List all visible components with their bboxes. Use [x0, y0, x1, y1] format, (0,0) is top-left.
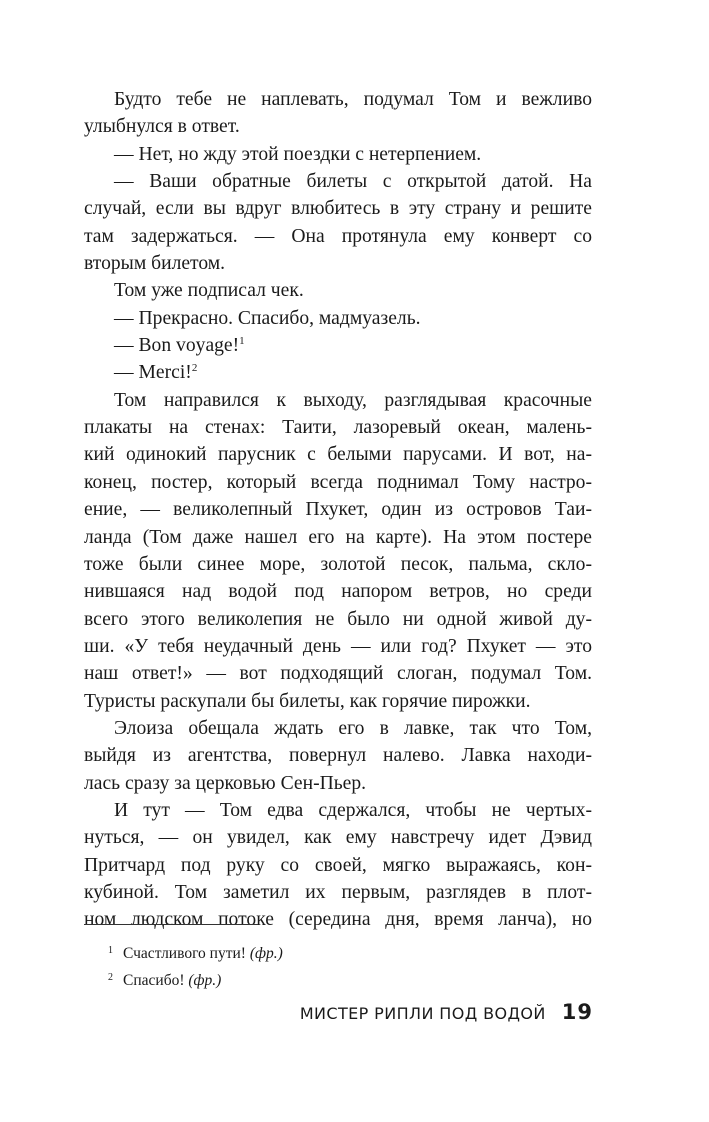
footnote-text: Спасибо! — [123, 972, 185, 989]
footnote-divider — [84, 924, 258, 925]
text-line: Будто тебе не наплевать, подумал Том и вежливо — [114, 89, 592, 110]
text-line: конец, постер, который всегда поднимал Тому настро- — [84, 471, 592, 493]
paragraph — [84, 332, 592, 359]
paragraph — [84, 168, 592, 277]
paragraph — [84, 715, 592, 797]
text-line: там задержаться. — Она протянула ему конверт со — [84, 225, 592, 247]
text-line: кий одинокий парусник с белыми парусами. И вот, на- — [84, 444, 592, 466]
text-line: случай, если вы вдруг влюбитесь в эту страну и решите — [84, 198, 592, 220]
running-title: МИСТЕР РИПЛИ ПОД ВОДОЙ — [299, 1004, 546, 1023]
text-line: И тут — Том едва сдержался, чтобы не чертых- — [114, 799, 592, 821]
text-line: Том направился к выходу, разглядывая красочные — [114, 389, 592, 411]
text-line: тоже были синее море, золотой песок, пальма, скло- — [84, 553, 592, 575]
footnotes — [84, 924, 592, 993]
text-line: всего этого великолепия не было ни одной живой ду- — [84, 608, 592, 630]
text-line: — Прекрасно. Спасибо, мадмуазель. — [114, 307, 421, 329]
footnote-list — [84, 939, 592, 993]
page-number: 19 — [561, 1000, 593, 1024]
footnote-language-note: (фр.) — [188, 972, 222, 989]
text-line: нившаяся над водой под напором ветров, но среди — [84, 581, 592, 603]
footnote-ref: 2 — [191, 362, 198, 375]
text-line: — Нет, но жду этой поездки с нетерпением. — [114, 143, 482, 165]
text-line: ши. «У тебя неудачный день — или год? Пхукет — это — [84, 635, 592, 657]
text-line: улыбнулся в ответ. — [84, 116, 240, 138]
text-line: кубиной. Том заметил их первым, разглядев в плот- — [84, 881, 592, 903]
text-line: нуться, — он увидел, как ему навстречу идет Дэвид — [84, 827, 592, 849]
footnote — [84, 939, 592, 966]
paragraph — [84, 359, 592, 386]
text-line: выйдя из агентства, повернул налево. Лавка находи- — [84, 745, 592, 767]
footnote-number: 2 — [108, 972, 113, 983]
text-line: Притчард под руку со своей, мягко выражаясь, кон- — [84, 854, 592, 876]
text-line: — Bon voyage!$^1$ — [114, 335, 245, 357]
text-line: ение, — великолепный Пхукет, один из островов Таи- — [84, 499, 592, 521]
text-line: лась сразу за церковью Сен-Пьер. — [84, 772, 367, 794]
text-line: Том уже подписал чек. — [114, 280, 304, 302]
paragraph — [84, 797, 592, 934]
paragraph — [84, 387, 592, 715]
body-text — [84, 86, 592, 934]
footnote-language-note: (фр.) — [249, 945, 283, 962]
paragraph — [84, 141, 592, 168]
text-line: ланда (Том даже нашел его на карте). На этом постере — [84, 526, 592, 548]
text-line: — Ваши обратные билеты с открытой датой. На — [114, 171, 592, 193]
text-line: ном людском потоке (середина дня, время ланча), но — [84, 909, 592, 931]
footnote — [84, 966, 592, 993]
text-line: плакаты на стенах: Таити, лазоревый океан, малень- — [84, 417, 592, 439]
paragraph — [84, 277, 592, 304]
footnote-number: 1 — [108, 945, 113, 956]
text-line: вторым билетом. — [84, 253, 226, 275]
running-footer — [300, 1000, 593, 1024]
footnote-text: Счастливого пути! — [123, 945, 246, 962]
footnote-ref: 1 — [239, 335, 245, 348]
text-line: наш ответ!» — вот подходящий слоган, подумал Том. — [84, 663, 592, 685]
paragraph — [84, 86, 592, 141]
text-line: Туристы раскупали бы билеты, как горячие пирожки. — [84, 690, 531, 712]
text-line: Элоиза обещала ждать его в лавке, так что Том, — [114, 717, 592, 739]
paragraph — [84, 305, 592, 332]
text-line: — Merci!$^2$ — [114, 362, 198, 384]
